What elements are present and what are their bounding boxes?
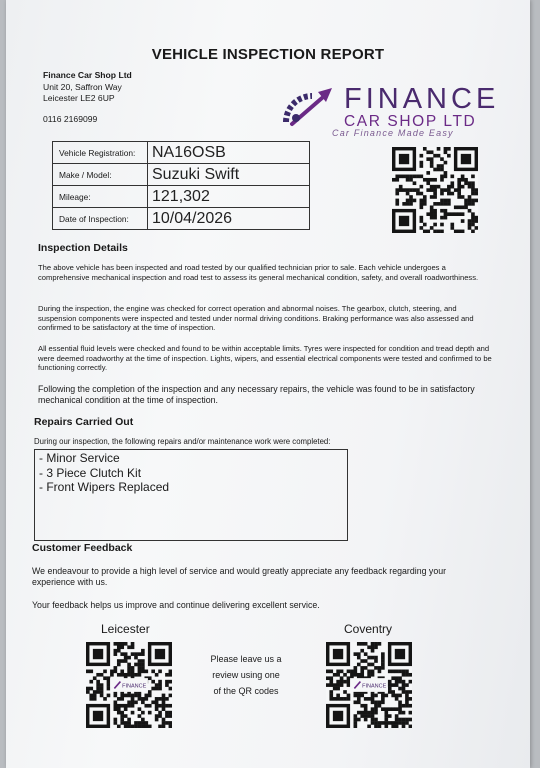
qr-code-icon[interactable] xyxy=(86,642,172,728)
address-line-1: Unit 20, Saffron Way xyxy=(43,81,122,92)
registration-value: NA16OSB xyxy=(148,142,310,164)
make-model-label: Make / Model: xyxy=(53,164,148,186)
company-logo xyxy=(278,78,498,144)
report-title: VEHICLE INSPECTION REPORT xyxy=(151,46,385,63)
company-name: Finance Car Shop Ltd xyxy=(43,70,132,80)
repairs-intro: During our inspection, the following repairs and/or maintenance work were completed: xyxy=(34,437,331,446)
inspection-paragraph-1: The above vehicle has been inspected and road tested by our qualified technician prior to sale. Each vehicle undergoes a comprehensive mechanical inspection and road test to assess its general mechanical condition, safety, and overall roadworthiness. xyxy=(38,263,479,282)
make-model-value: Suzuki Swift xyxy=(148,164,310,186)
review-line-2: review using one xyxy=(212,670,280,680)
svg-text:CAR SHOP LTD: CAR SHOP LTD xyxy=(344,113,477,130)
svg-text:FINANCE: FINANCE xyxy=(122,683,147,690)
feedback-paragraph-1: We endeavour to provide a high level of service and would greatly appreciate any feedback regarding your experience with us. xyxy=(32,566,447,587)
repairs-heading: Repairs Carried Out xyxy=(34,416,134,428)
qr-code-icon[interactable] xyxy=(392,147,478,233)
table-row xyxy=(53,142,310,164)
address-line-2: Leicester LE2 6UP xyxy=(43,93,115,103)
repairs-list-box xyxy=(34,449,348,541)
list-item: - Front Wipers Replaced xyxy=(39,480,170,494)
table-row xyxy=(53,186,310,208)
inspection-paragraph-3: All essential fluid levels were checked and found to be within acceptable limits. Tyres were inspected for condition and tread depth and were deemed roadworthy at the time of inspection. Lights, wipers, and essential electrical components were tested and confirmed to be functioning correctly. xyxy=(38,344,492,373)
svg-text:Car Finance Made Easy: Car Finance Made Easy xyxy=(332,128,454,138)
inspection-paragraph-2: During the inspection, the engine was checked for correct operation and abnormal noises. The gearbox, clutch, steering, and suspension components were inspected and tested under normal driving conditions. Braking performance was also assessed and confirmed to be satisfactory at the time of inspection. xyxy=(38,304,474,333)
vehicle-details-table xyxy=(52,141,310,230)
inspection-date-label: Date of Inspection: xyxy=(53,208,148,230)
table-row xyxy=(53,208,310,230)
review-instructions xyxy=(192,651,300,699)
leicester-label: Leicester xyxy=(101,622,150,636)
repairs-list xyxy=(35,450,347,495)
company-phone: 0116 2169099 xyxy=(43,114,98,124)
inspection-date-value: 10/04/2026 xyxy=(148,208,310,230)
company-address xyxy=(43,70,132,105)
feedback-paragraph-2: Your feedback helps us improve and continue delivering excellent service. xyxy=(32,600,320,610)
coventry-label: Coventry xyxy=(344,622,393,636)
svg-text:FINANCE: FINANCE xyxy=(344,83,498,115)
review-line-3: of the QR codes xyxy=(213,686,279,696)
table-row xyxy=(53,164,310,186)
list-item: - 3 Piece Clutch Kit xyxy=(39,465,142,480)
mileage-label: Mileage: xyxy=(53,186,148,208)
inspection-heading: Inspection Details xyxy=(38,242,128,254)
speedometer-arrow-icon xyxy=(278,78,498,144)
list-item: - Minor Service xyxy=(39,451,120,465)
inspection-paragraph-4: Following the completion of the inspection and any necessary repairs, the vehicle was found to be in satisfactory mechanical condition at the time of inspection. xyxy=(38,384,475,405)
feedback-heading: Customer Feedback xyxy=(32,542,133,554)
report-page xyxy=(6,0,530,768)
review-line-1: Please leave us a xyxy=(210,654,282,664)
registration-label: Vehicle Registration: xyxy=(53,142,148,164)
qr-code-icon[interactable] xyxy=(326,642,412,728)
mileage-value: 121,302 xyxy=(148,186,310,208)
svg-text:FINANCE: FINANCE xyxy=(362,683,387,690)
